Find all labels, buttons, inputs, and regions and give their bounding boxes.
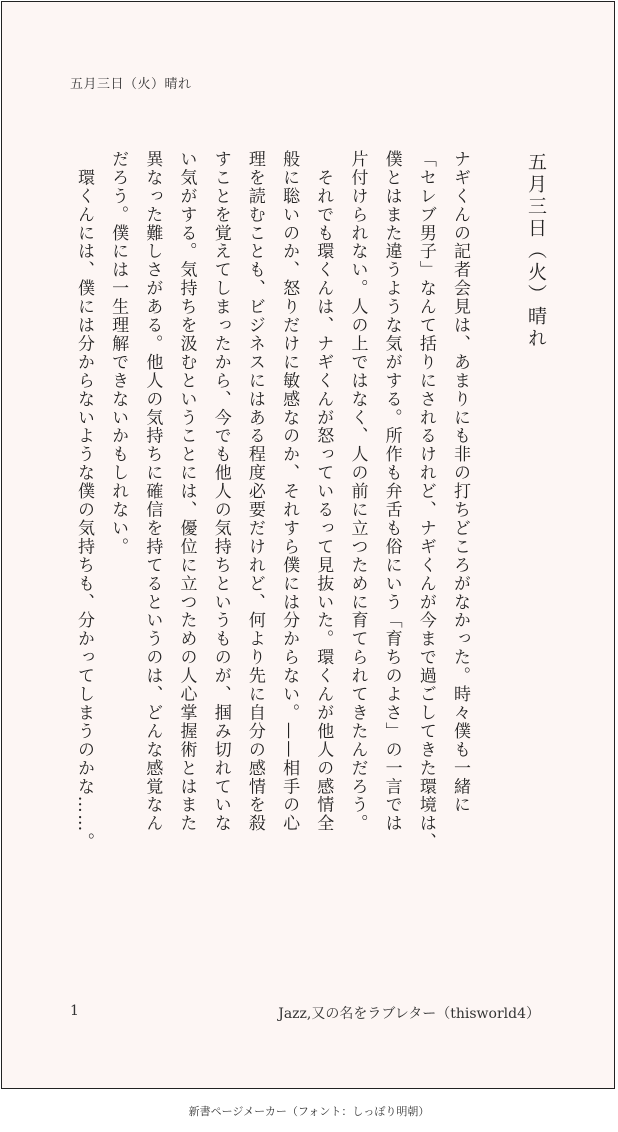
- page-number: 1: [70, 1003, 79, 1019]
- text-column: すことを覚えてしまったから、今でも他人の気持ちというものが、掴み切れていな: [210, 150, 231, 833]
- text-column: 環くんには、僕には分からないような僕の気持ちも、分かってしまうのかな……。: [73, 150, 94, 852]
- body-text: [67, 150, 477, 940]
- text-column: 理を読むことも、ビジネスにはある程度必要だけれど、何より先に自分の感情を殺: [244, 150, 265, 833]
- chapter-title: 五月三日（火）晴れ: [525, 152, 547, 350]
- running-header: 五月三日（火）晴れ: [70, 77, 192, 92]
- text-column: それでも環くんは、ナギくんが怒っているって見抜いた。環くんが他人の感情全: [313, 150, 334, 833]
- book-title: Jazz,又の名をラブレター（thisworld4）: [278, 1006, 540, 1022]
- text-column: 般に聡いのか、怒りだけに敏感なのか、それすら僕には分からない。——相手の心: [279, 150, 300, 833]
- text-column: 僕とはまた違うような気がする。所作も弁舌も俗にいう「育ちのよさ」の一言では: [381, 150, 402, 833]
- generator-caption: 新書ページメーカー（フォント：しっぽり明朝）: [188, 1105, 430, 1118]
- text-column: 「セレブ男子」なんて括りにされるけれど、ナギくんが今まで過ごしてきた環境は、: [415, 150, 436, 852]
- text-column: い気がする。気持ちを汲むということには、優位に立つための人心掌握術とはまた: [176, 150, 197, 833]
- text-column: 片付けられない。人の上ではなく、人の前に立つために育てられてきたんだろう。: [347, 150, 368, 833]
- text-column: 異なった難しさがある。他人の気持ちに確信を持てるというのは、どんな感覚なん: [142, 150, 163, 833]
- book-page: [1, 1, 615, 1089]
- text-column: ナギくんの記者会見は、あまりにも非の打ちどころがなかった。時々僕も一緒に: [450, 150, 470, 815]
- text-column: だろう。僕には一生理解できないかもしれない。: [108, 150, 129, 556]
